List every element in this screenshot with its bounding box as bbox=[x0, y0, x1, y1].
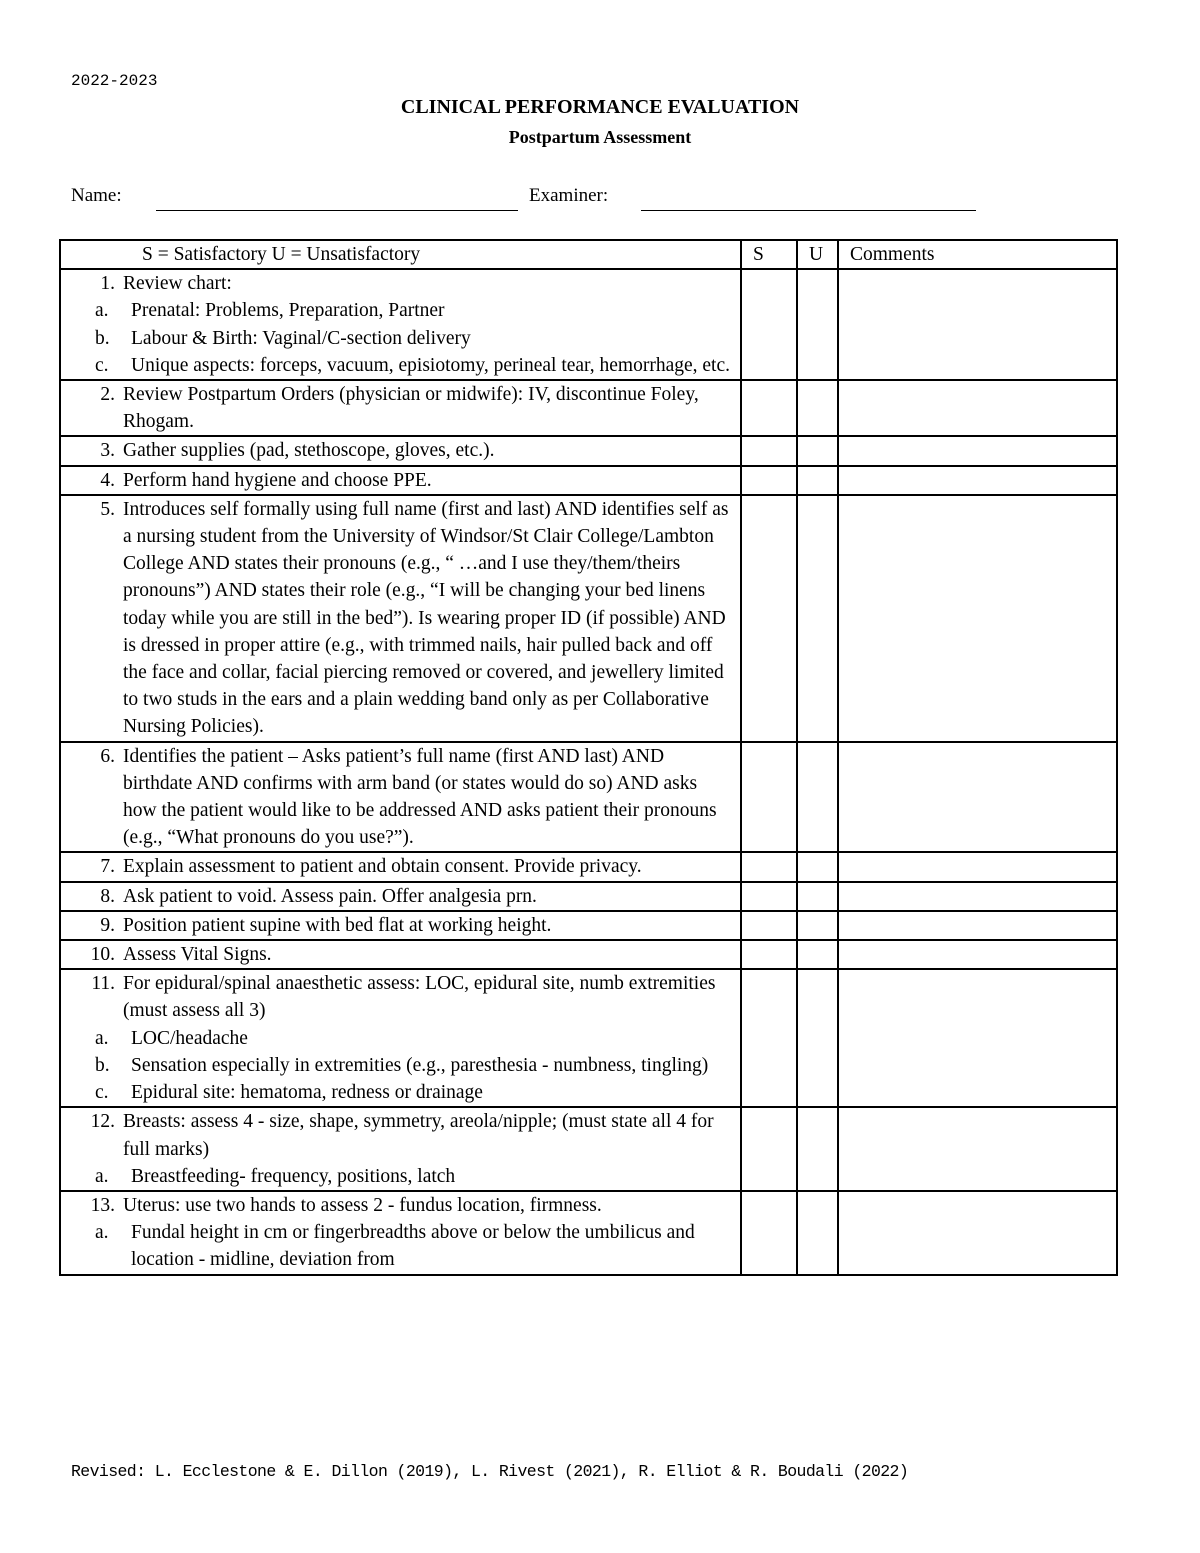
table-row bbox=[60, 969, 1117, 1107]
page-subtitle: Postpartum Assessment bbox=[508, 127, 692, 147]
unsatisfactory-cell[interactable] bbox=[797, 269, 838, 380]
sub-item-text: Fundal height in cm or fingerbreadths above or below the umbilicus and location - midline, deviation from bbox=[131, 1222, 695, 1271]
item-number: 12. bbox=[90, 1111, 115, 1133]
name-examiner-row bbox=[71, 185, 1131, 215]
table-row bbox=[60, 436, 1117, 465]
comments-cell[interactable] bbox=[838, 940, 1117, 969]
table-row bbox=[60, 882, 1117, 911]
sub-item-text: Labour & Birth: Vaginal/C-section delivery bbox=[131, 327, 471, 349]
sub-item-letter: a. bbox=[95, 300, 109, 322]
satisfactory-cell[interactable] bbox=[741, 882, 797, 911]
satisfactory-cell[interactable] bbox=[741, 742, 797, 853]
item-line bbox=[61, 381, 740, 435]
item-text: Identifies the patient – Asks patient’s full name (first AND last) AND birthdate AND confirms with arm band (or states would do so) AND asks how the patient would like to be addressed AND asks patient their pronouns (e.g., “What pronouns do you use?”). bbox=[123, 745, 717, 849]
table-row bbox=[60, 911, 1117, 940]
sub-item-text: Epidural site: hematoma, redness or drainage bbox=[131, 1082, 483, 1104]
examiner-field[interactable] bbox=[641, 210, 976, 211]
satisfactory-cell[interactable] bbox=[741, 269, 797, 380]
year-label: 2022-2023 bbox=[71, 72, 158, 90]
comments-column-header: Comments bbox=[838, 240, 1117, 269]
item-text: For epidural/spinal anaesthetic assess: LOC, epidural site, numb extremities (must assess all 3) bbox=[123, 973, 716, 1022]
sub-item-text: Sensation especially in extremities (e.g., paresthesia - numbness, tingling) bbox=[131, 1054, 709, 1076]
item-number: 8. bbox=[100, 885, 115, 907]
sub-item-letter: a. bbox=[95, 1222, 109, 1244]
satisfactory-cell[interactable] bbox=[741, 1191, 797, 1275]
unsatisfactory-cell[interactable] bbox=[797, 940, 838, 969]
table-row bbox=[60, 1107, 1117, 1191]
unsatisfactory-cell[interactable] bbox=[797, 1107, 838, 1191]
item-text: Review chart: bbox=[123, 273, 232, 295]
u-column-header: U bbox=[797, 240, 838, 269]
item-text: Introduces self formally using full name (first and last) AND identifies self as a nursing student from the University of Windsor/St Clair College/Lambton College AND states their pronouns (e.g., “ …and I use they/them/theirs pronouns”) AND states their role (e.g., “I will be changing your bed linens today while you are still in the bed”). Is wearing proper ID (if possible) AND is dressed in proper attire (e.g., with trimmed nails, hair pulled back and off the face and collar, facial piercing removed or covered, and jewellery limited to two studs in the ears and a plain wedding band only as per Collaborative Nursing Policies). bbox=[123, 498, 729, 738]
item-line bbox=[61, 270, 740, 297]
comments-cell[interactable] bbox=[838, 495, 1117, 742]
table-row bbox=[60, 940, 1117, 969]
item-text: Ask patient to void. Assess pain. Offer analgesia prn. bbox=[123, 885, 537, 907]
item-line bbox=[61, 1108, 740, 1162]
table-row bbox=[60, 742, 1117, 853]
comments-cell[interactable] bbox=[838, 1191, 1117, 1275]
sub-item bbox=[61, 1163, 740, 1190]
sub-item bbox=[61, 1219, 740, 1273]
item-cell bbox=[60, 380, 741, 436]
sub-item bbox=[61, 1025, 740, 1052]
item-line bbox=[61, 467, 740, 494]
sub-item bbox=[61, 1052, 740, 1079]
sub-item-letter: b. bbox=[95, 1054, 110, 1076]
item-line bbox=[61, 743, 740, 852]
item-line bbox=[61, 1192, 740, 1219]
satisfactory-cell[interactable] bbox=[741, 466, 797, 495]
sub-item-text: LOC/headache bbox=[131, 1027, 248, 1049]
unsatisfactory-cell[interactable] bbox=[797, 466, 838, 495]
unsatisfactory-cell[interactable] bbox=[797, 852, 838, 881]
comments-cell[interactable] bbox=[838, 1107, 1117, 1191]
item-cell bbox=[60, 269, 741, 380]
sub-item-text: Breastfeeding- frequency, positions, latch bbox=[131, 1165, 456, 1187]
item-line bbox=[61, 437, 740, 464]
sub-item-letter: b. bbox=[95, 327, 110, 349]
item-cell bbox=[60, 911, 741, 940]
sub-item-letter: c. bbox=[95, 354, 109, 376]
sub-item bbox=[61, 1079, 740, 1106]
table-row bbox=[60, 380, 1117, 436]
table-row bbox=[60, 495, 1117, 742]
item-cell bbox=[60, 1191, 741, 1275]
item-line bbox=[61, 496, 740, 741]
item-line bbox=[61, 912, 740, 939]
evaluation-table bbox=[59, 239, 1118, 1276]
comments-cell[interactable] bbox=[838, 742, 1117, 853]
unsatisfactory-cell[interactable] bbox=[797, 911, 838, 940]
item-cell bbox=[60, 969, 741, 1107]
satisfactory-cell[interactable] bbox=[741, 1107, 797, 1191]
revision-footer: Revised: L. Ecclestone & E. Dillon (2019), L. Rivest (2021), R. Elliot & R. Boudali (2022) bbox=[71, 1462, 909, 1481]
item-cell bbox=[60, 1107, 741, 1191]
unsatisfactory-cell[interactable] bbox=[797, 1191, 838, 1275]
item-text: Breasts: assess 4 - size, shape, symmetry, areola/nipple; (must state all 4 for full marks) bbox=[123, 1111, 714, 1160]
item-text: Gather supplies (pad, stethoscope, gloves, etc.). bbox=[123, 440, 495, 462]
item-text: Assess Vital Signs. bbox=[123, 944, 272, 966]
item-number: 3. bbox=[100, 440, 115, 462]
item-line bbox=[61, 853, 740, 880]
sub-item bbox=[61, 352, 740, 379]
comments-cell[interactable] bbox=[838, 969, 1117, 1107]
unsatisfactory-cell[interactable] bbox=[797, 882, 838, 911]
table-row bbox=[60, 1191, 1117, 1275]
table-header-row bbox=[60, 240, 1117, 269]
satisfactory-cell[interactable] bbox=[741, 852, 797, 881]
item-text: Uterus: use two hands to assess 2 - fundus location, firmness. bbox=[123, 1194, 602, 1216]
sub-item-letter: a. bbox=[95, 1027, 109, 1049]
unsatisfactory-cell[interactable] bbox=[797, 495, 838, 742]
satisfactory-cell[interactable] bbox=[741, 911, 797, 940]
name-field[interactable] bbox=[156, 210, 518, 211]
legend-header: S = Satisfactory U = Unsatisfactory bbox=[60, 240, 741, 269]
item-cell bbox=[60, 495, 741, 742]
sub-item bbox=[61, 297, 740, 324]
item-cell bbox=[60, 436, 741, 465]
satisfactory-cell[interactable] bbox=[741, 436, 797, 465]
item-text: Perform hand hygiene and choose PPE. bbox=[123, 469, 432, 491]
table-row bbox=[60, 466, 1117, 495]
unsatisfactory-cell[interactable] bbox=[797, 742, 838, 853]
examiner-label: Examiner: bbox=[529, 185, 609, 206]
unsatisfactory-cell[interactable] bbox=[797, 380, 838, 436]
table-row bbox=[60, 269, 1117, 380]
satisfactory-cell[interactable] bbox=[741, 495, 797, 742]
name-label: Name: bbox=[71, 185, 122, 206]
comments-cell[interactable] bbox=[838, 466, 1117, 495]
comments-cell[interactable] bbox=[838, 911, 1117, 940]
item-number: 10. bbox=[90, 944, 115, 966]
item-cell bbox=[60, 852, 741, 881]
item-line bbox=[61, 883, 740, 910]
item-line bbox=[61, 970, 740, 1024]
item-text: Position patient supine with bed flat at working height. bbox=[123, 914, 552, 936]
item-number: 4. bbox=[100, 469, 115, 491]
item-text: Explain assessment to patient and obtain consent. Provide privacy. bbox=[123, 856, 642, 878]
item-cell bbox=[60, 466, 741, 495]
sub-item-text: Unique aspects: forceps, vacuum, episiotomy, perineal tear, hemorrhage, etc. bbox=[131, 354, 730, 376]
page-title: CLINICAL PERFORMANCE EVALUATION bbox=[400, 96, 800, 118]
unsatisfactory-cell[interactable] bbox=[797, 969, 838, 1107]
table-row bbox=[60, 852, 1117, 881]
item-cell bbox=[60, 940, 741, 969]
comments-cell[interactable] bbox=[838, 380, 1117, 436]
sub-item-letter: c. bbox=[95, 1082, 109, 1104]
item-number: 11. bbox=[91, 973, 115, 995]
item-number: 1. bbox=[100, 273, 115, 295]
item-number: 13. bbox=[90, 1194, 115, 1216]
comments-cell[interactable] bbox=[838, 882, 1117, 911]
satisfactory-cell[interactable] bbox=[741, 940, 797, 969]
item-number: 9. bbox=[100, 914, 115, 936]
item-cell bbox=[60, 882, 741, 911]
comments-cell[interactable] bbox=[838, 852, 1117, 881]
item-line bbox=[61, 941, 740, 968]
item-number: 5. bbox=[100, 498, 115, 520]
sub-item-letter: a. bbox=[95, 1165, 109, 1187]
item-number: 7. bbox=[100, 856, 115, 878]
item-number: 2. bbox=[100, 384, 115, 406]
satisfactory-cell[interactable] bbox=[741, 380, 797, 436]
comments-cell[interactable] bbox=[838, 436, 1117, 465]
s-column-header: S bbox=[741, 240, 797, 269]
item-number: 6. bbox=[100, 745, 115, 767]
comments-cell[interactable] bbox=[838, 269, 1117, 380]
unsatisfactory-cell[interactable] bbox=[797, 436, 838, 465]
satisfactory-cell[interactable] bbox=[741, 969, 797, 1107]
sub-item-text: Prenatal: Problems, Preparation, Partner bbox=[131, 300, 445, 322]
sub-item bbox=[61, 325, 740, 352]
item-text: Review Postpartum Orders (physician or midwife): IV, discontinue Foley, Rhogam. bbox=[123, 384, 699, 433]
item-cell bbox=[60, 742, 741, 853]
